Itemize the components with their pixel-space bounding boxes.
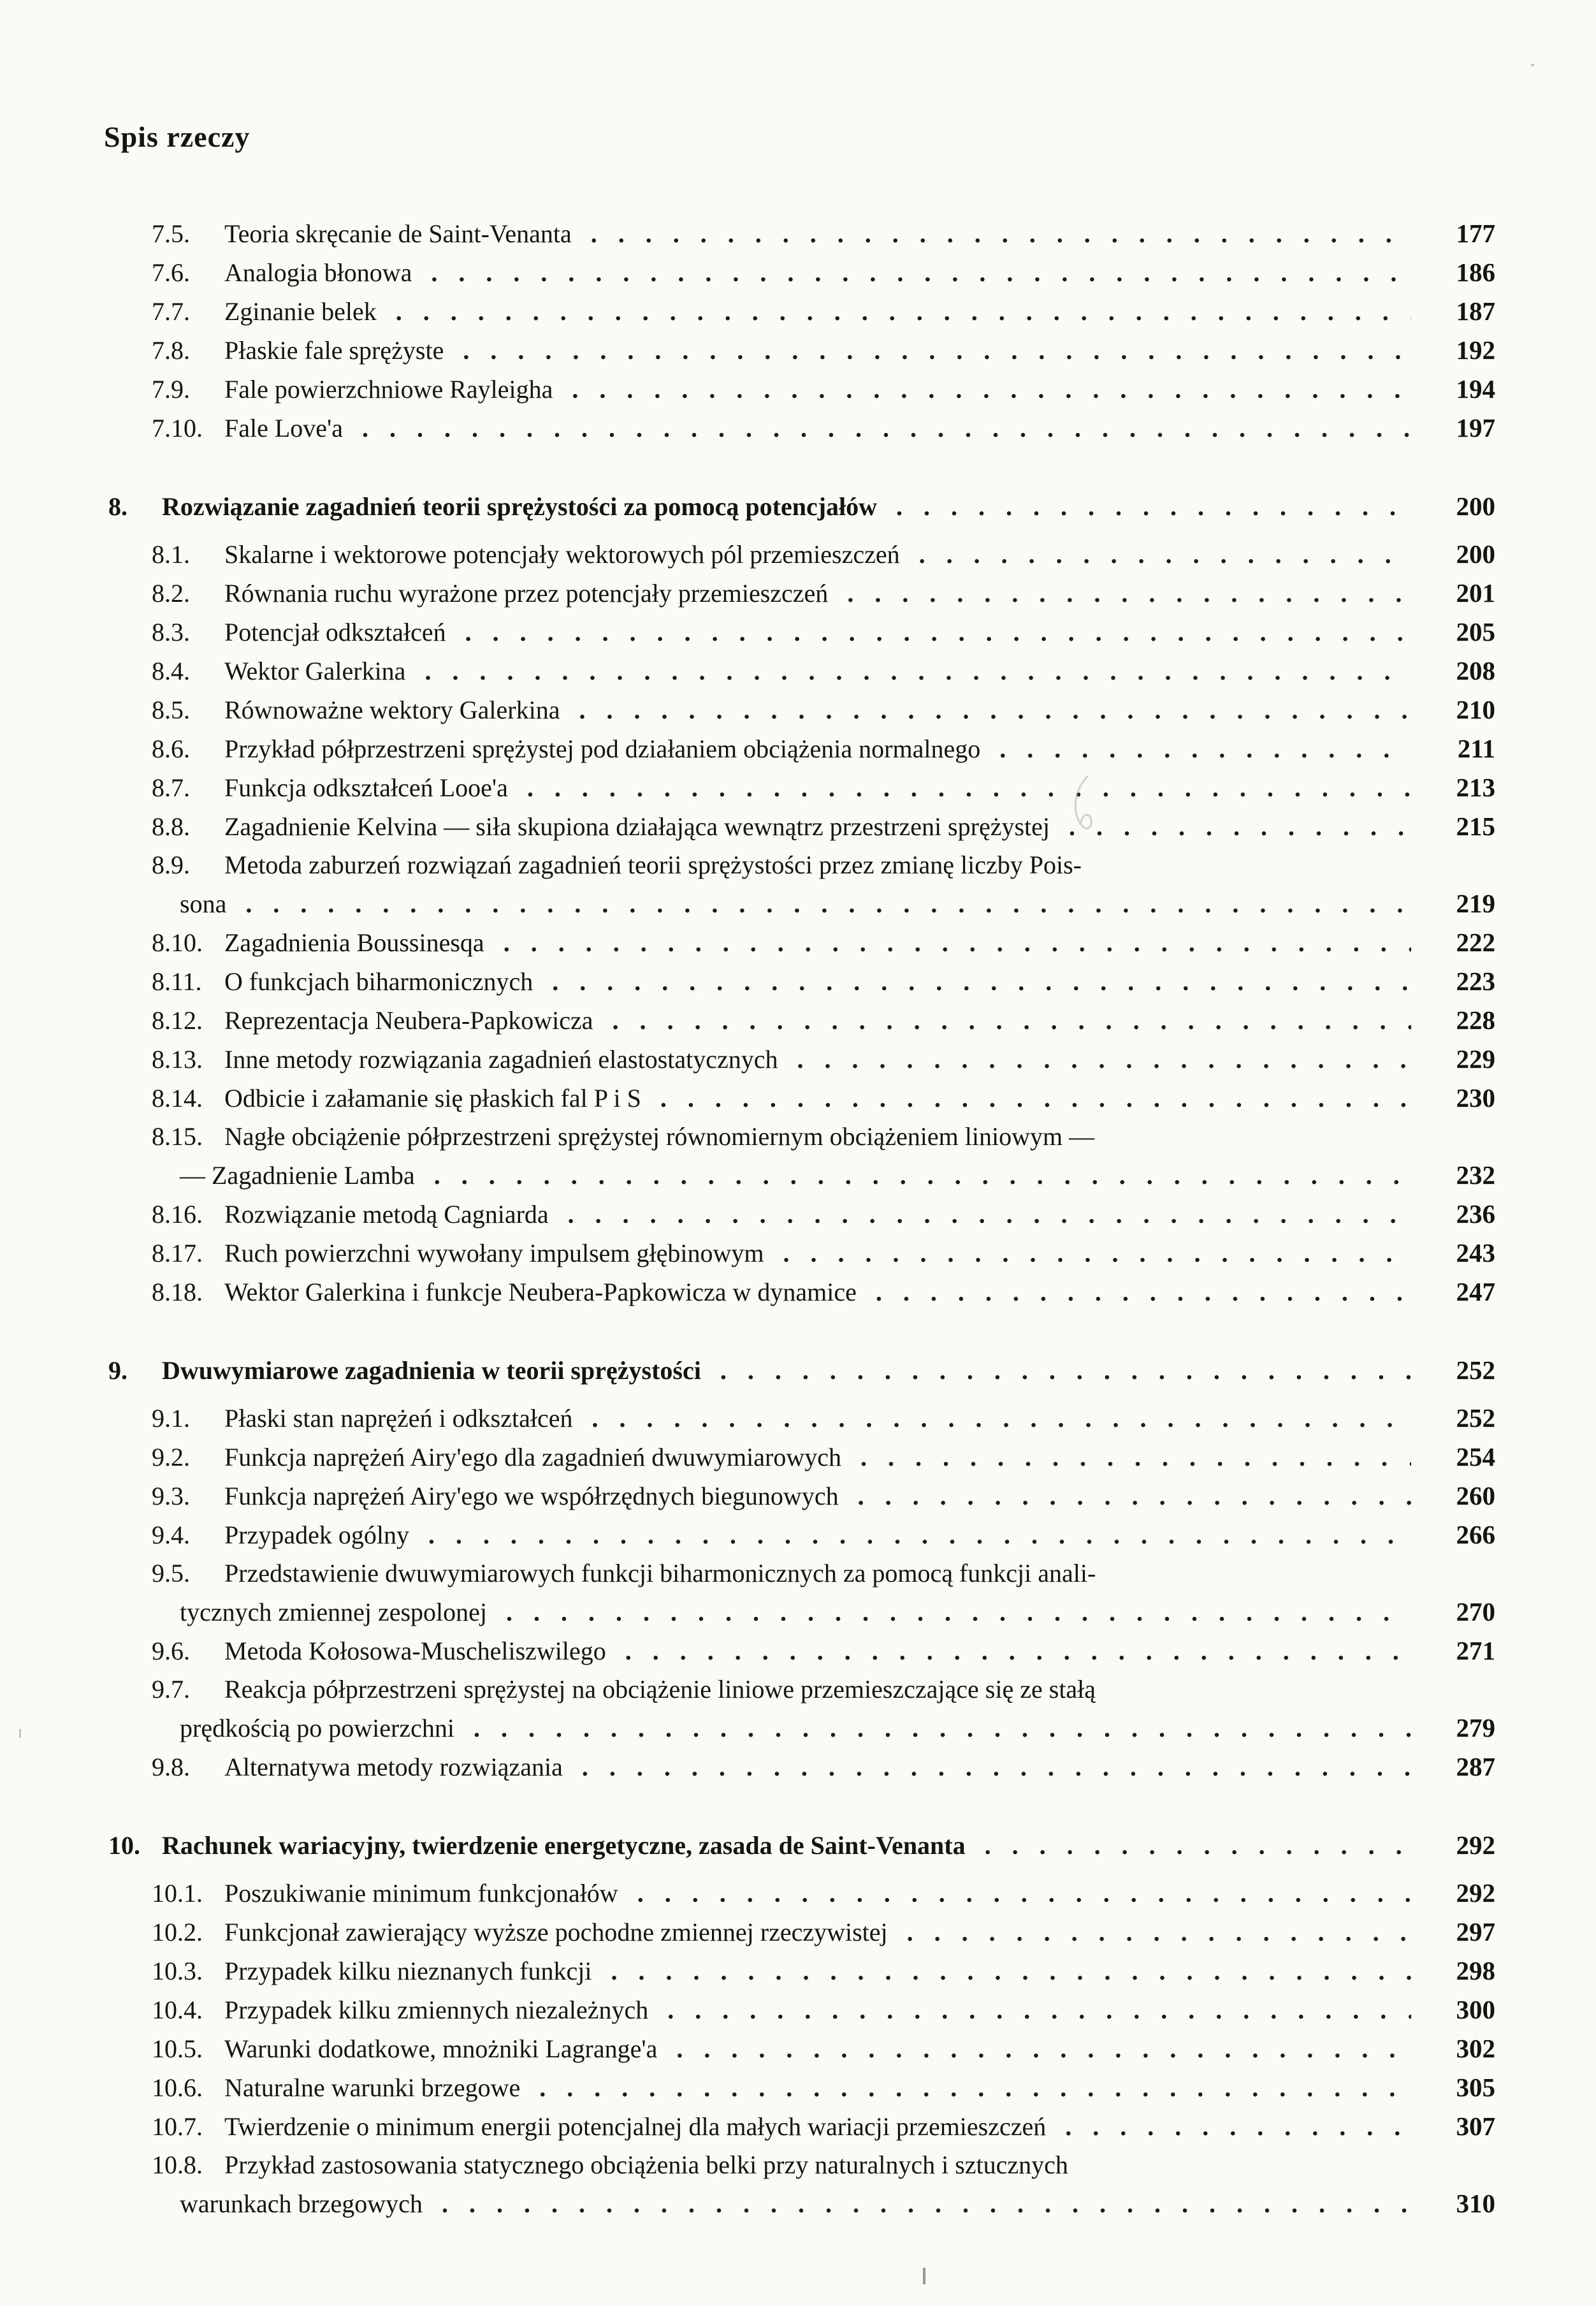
toc-row (0, 1709, 1596, 1748)
toc-row-page: 300 (1456, 1995, 1495, 2024)
toc-row (0, 1234, 1596, 1273)
scan-speck (1531, 64, 1534, 66)
toc-row-text: Naturalne warunki brzegowe (224, 2073, 521, 2102)
toc-row (0, 690, 1596, 729)
toc-row-page: 194 (1456, 374, 1495, 404)
toc-row-text: warunkach brzegowych (180, 2189, 423, 2218)
dotted-leader (783, 1234, 1411, 1273)
toc-row-number: 10. (108, 1831, 140, 1860)
dotted-leader (428, 1516, 1411, 1554)
toc-row (0, 1631, 1596, 1670)
toc-row-number: 9.7. (152, 1675, 190, 1704)
toc-row-number: 8.11. (152, 967, 202, 996)
toc-row-text: Przedstawienie dwuwymiarowych funkcji biharmonicznych za pomocą funkcji anali- (224, 1559, 1096, 1587)
dotted-leader (396, 293, 1411, 331)
toc-row (0, 1040, 1596, 1079)
toc-row-page: 215 (1456, 812, 1495, 841)
toc-row-page: 210 (1456, 695, 1495, 724)
toc-row-number: 8.15. (152, 1122, 203, 1151)
dotted-leader (582, 1748, 1411, 1786)
toc-row (0, 846, 1596, 884)
dotted-leader (465, 613, 1411, 652)
toc-row (0, 1593, 1596, 1631)
toc-row-number: 7.10. (152, 414, 203, 442)
toc-row-page: 310 (1456, 2189, 1495, 2218)
toc-row-number: 8.18. (152, 1278, 203, 1306)
toc-row-number: 8. (108, 492, 127, 521)
toc-row-number: 10.3. (152, 1957, 203, 1985)
dotted-leader (579, 691, 1411, 729)
toc-row-number: 7.7. (152, 297, 190, 326)
toc-row-number: 8.17. (152, 1239, 203, 1267)
toc-row-text: Zagadnienie Kelvina — siła skupiona działająca wewnątrz przestrzeni sprężystej (224, 812, 1050, 841)
toc-row-text: Fale Love'a (224, 414, 344, 442)
toc-row (0, 2107, 1596, 2146)
toc-row (0, 409, 1596, 448)
toc-row-text: Ruch powierzchni wywołany impulsem głębinowym (224, 1239, 764, 1267)
dotted-leader (1069, 808, 1411, 846)
toc-row-page: 192 (1456, 335, 1495, 365)
toc-row (0, 1515, 1596, 1554)
toc-row-number: 10.8. (152, 2150, 203, 2179)
dotted-leader (676, 2030, 1411, 2068)
toc-row-text: Metoda zaburzeń rozwiązań zagadnień teorii sprężystości przez zmianę liczby Pois- (224, 850, 1082, 879)
toc-row-text: Zagadnienia Boussinesqa (224, 928, 484, 957)
dotted-leader (667, 1991, 1411, 2029)
toc-row-text: O funkcjach biharmonicznych (224, 967, 533, 996)
toc-row-text: Płaskie fale sprężyste (224, 336, 444, 365)
toc-row-number: 8.13. (152, 1045, 203, 1074)
toc-row-page: 228 (1456, 1005, 1495, 1035)
toc-row-page: 247 (1456, 1277, 1495, 1306)
dotted-leader (504, 924, 1411, 962)
toc-row-number: 10.7. (152, 2112, 203, 2141)
toc-row-text: Analogia błonowa (224, 258, 412, 287)
dotted-leader (999, 730, 1411, 768)
toc-row-number: 8.8. (152, 812, 190, 841)
toc-row-page: 219 (1456, 889, 1495, 918)
toc-row-text: Przypadek ogólny (224, 1521, 409, 1549)
toc-row (0, 1351, 1596, 1390)
toc-row (0, 1438, 1596, 1477)
toc-row (0, 2068, 1596, 2107)
toc-row-number: 10.2. (152, 1918, 203, 1946)
toc-row (0, 535, 1596, 574)
toc-row-number: 8.2. (152, 579, 190, 608)
scan-speck (923, 2268, 925, 2284)
toc-row-page: 243 (1456, 1238, 1495, 1267)
dotted-leader (860, 1438, 1411, 1477)
toc-row-number: 7.6. (152, 258, 190, 287)
toc-row-text: Równania ruchu wyrażone przez potencjały przemieszczeń (224, 579, 829, 608)
toc-row-text: Odbicie i załamanie się płaskich fal P i S (224, 1084, 641, 1113)
toc-row-number: 8.1. (152, 540, 190, 569)
toc-row (0, 292, 1596, 331)
toc-row-text: Metoda Kołosowa-Muscheliszwilego (224, 1637, 606, 1665)
toc-row-number: 7.8. (152, 336, 190, 365)
toc-row-page: 302 (1456, 2034, 1495, 2063)
dotted-leader (797, 1040, 1412, 1079)
toc-row-text: Poszukiwanie minimum funkcjonałów (224, 1879, 618, 1908)
toc-row-text: Funkcjonał zawierający wyższe pochodne zmiennej rzeczywistej (224, 1918, 888, 1946)
dotted-leader (245, 885, 1411, 923)
dotted-leader (720, 1352, 1411, 1390)
toc-row (0, 1399, 1596, 1438)
pencil-mark (1063, 773, 1101, 843)
toc-row-text: Alternatywa metody rozwiązania (224, 1753, 563, 1781)
toc-row-page: 229 (1456, 1044, 1495, 1074)
toc-row-number: 9.5. (152, 1559, 190, 1587)
toc-row-number: 9. (108, 1356, 127, 1385)
toc-row-text: Reprezentacja Neubera-Papkowicza (224, 1006, 593, 1035)
toc-row (0, 1001, 1596, 1040)
dotted-leader (474, 1709, 1411, 1748)
toc-row-text: Dwuwymiarowe zagadnienia w teorii sprężystości (162, 1356, 701, 1385)
toc-row (0, 884, 1596, 923)
toc-row-number: 8.9. (152, 850, 190, 879)
toc-row (0, 253, 1596, 292)
dotted-leader (613, 1002, 1411, 1040)
dotted-leader (985, 1827, 1411, 1865)
toc-row-page: 287 (1456, 1752, 1495, 1781)
toc-row-text: Rachunek wariacyjny, twierdzenie energetyczne, zasada de Saint-Venanta (162, 1831, 966, 1860)
toc-row (0, 923, 1596, 962)
toc-row-number: 8.3. (152, 618, 190, 646)
toc-row-number: 10.6. (152, 2073, 203, 2102)
toc-row (0, 214, 1596, 253)
toc-row-number: 10.5. (152, 2034, 203, 2063)
toc-row (0, 1118, 1596, 1156)
toc-row-page: 252 (1456, 1403, 1495, 1433)
toc-row-text: Rozwiązanie metodą Cagniarda (224, 1200, 549, 1229)
toc-row (0, 1156, 1596, 1195)
toc-row-page: 197 (1456, 413, 1495, 442)
dotted-leader (431, 254, 1411, 292)
toc-row-number: 9.8. (152, 1753, 190, 1781)
toc-row-page: 201 (1456, 578, 1495, 608)
dotted-leader (506, 1593, 1411, 1631)
toc-row (0, 1079, 1596, 1118)
toc-row-page: 200 (1456, 539, 1495, 569)
toc-list (0, 214, 1596, 2223)
toc-row (0, 1990, 1596, 2029)
toc-row-page: 260 (1456, 1481, 1495, 1510)
toc-row-number: 10.4. (152, 1996, 203, 2024)
dotted-leader (463, 332, 1411, 370)
toc-row (0, 2029, 1596, 2068)
toc-row-number: 9.6. (152, 1637, 190, 1665)
dotted-leader (919, 536, 1411, 574)
toc-row-text: Równoważne wektory Galerkina (224, 696, 560, 724)
toc-row-page: 211 (1457, 734, 1495, 763)
toc-row (0, 1554, 1596, 1593)
toc-row-page: 187 (1456, 296, 1495, 326)
dotted-leader (591, 215, 1411, 253)
toc-row-text: Przypadek kilku zmiennych niezależnych (224, 1996, 649, 2024)
toc-row-text: Funkcja naprężeń Airy'ego we współrzędnych biegunowych (224, 1482, 839, 1510)
toc-row (0, 1748, 1596, 1786)
toc-row-text: Nagłe obciążenie półprzestrzeni sprężystej równomiernym obciążeniem liniowym — (224, 1122, 1095, 1151)
toc-row (0, 1195, 1596, 1234)
dotted-leader (362, 409, 1411, 448)
toc-row-page: 292 (1456, 1830, 1495, 1860)
toc-row (0, 652, 1596, 690)
toc-row (0, 1874, 1596, 1913)
dotted-leader (907, 1913, 1411, 1952)
dotted-leader (442, 2185, 1411, 2223)
toc-row-page: 205 (1456, 617, 1495, 646)
toc-row-number: 10.1. (152, 1879, 203, 1908)
dotted-leader (552, 963, 1411, 1001)
toc-row-number: 8.7. (152, 773, 190, 802)
toc-row (0, 1952, 1596, 1990)
toc-row (0, 807, 1596, 846)
toc-row-text: Fale powierzchniowe Rayleigha (224, 375, 553, 404)
toc-row-page: 200 (1456, 492, 1495, 521)
toc-row-page: 252 (1456, 1355, 1495, 1385)
toc-row (0, 1913, 1596, 1952)
toc-row-page: 230 (1456, 1083, 1495, 1113)
dotted-leader (660, 1079, 1411, 1118)
toc-row-page: 305 (1456, 2073, 1495, 2102)
toc-row-number: 8.12. (152, 1006, 203, 1035)
toc-row-page: 298 (1456, 1956, 1495, 1985)
toc-row (0, 768, 1596, 807)
toc-row-number: 8.5. (152, 696, 190, 724)
toc-row-text: Wektor Galerkina (224, 657, 406, 685)
toc-row-text: sona (180, 889, 227, 918)
dotted-leader (539, 2069, 1411, 2107)
toc-row-number: 8.10. (152, 928, 203, 957)
toc-row-number: 8.6. (152, 734, 190, 763)
toc-row (0, 2184, 1596, 2223)
toc-row-text: Teoria skręcanie de Saint-Venanta (224, 219, 572, 248)
toc-row-text: prędkością po powierzchni (180, 1714, 454, 1742)
toc-row-number: 7.5. (152, 219, 190, 248)
dotted-leader (637, 1874, 1411, 1913)
toc-row (0, 331, 1596, 370)
toc-row-page: 271 (1456, 1636, 1495, 1665)
toc-row-page: 213 (1456, 773, 1495, 802)
toc-row-text: Potencjał odkształceń (224, 618, 446, 646)
dotted-leader (611, 1952, 1411, 1990)
dotted-leader (625, 1632, 1411, 1670)
toc-row-text: Funkcja naprężeń Airy'ego dla zagadnień dwuwymiarowych (224, 1443, 841, 1471)
dotted-leader (568, 1195, 1411, 1234)
dotted-leader (847, 574, 1411, 613)
toc-row (0, 962, 1596, 1001)
toc-row-number: 9.1. (152, 1404, 190, 1433)
toc-row-text: Skalarne i wektorowe potencjały wektorowych pól przemieszczeń (224, 540, 900, 569)
toc-row-page: 177 (1456, 219, 1495, 248)
toc-row (0, 1826, 1596, 1865)
toc-row-page: 266 (1456, 1520, 1495, 1549)
toc-row-text: — Zagadnienie Lamba (180, 1161, 415, 1190)
toc-row (0, 1273, 1596, 1311)
toc-row-page: 270 (1456, 1597, 1495, 1626)
toc-row-number: 9.2. (152, 1443, 190, 1471)
toc-row-text: Inne metody rozwiązania zagadnień elastostatycznych (224, 1045, 778, 1074)
toc-row-text: Warunki dodatkowe, mnożniki Lagrange'a (224, 2034, 658, 2063)
toc-row-page: 208 (1456, 656, 1495, 685)
toc-row-text: Reakcja półprzestrzeni sprężystej na obciążenie liniowe przemieszczające się ze stałą (224, 1675, 1096, 1704)
toc-row (0, 729, 1596, 768)
toc-row (0, 574, 1596, 613)
toc-row (0, 2146, 1596, 2184)
dotted-leader (424, 652, 1411, 690)
toc-row-page: 292 (1456, 1878, 1495, 1908)
toc-row (0, 370, 1596, 409)
toc-row-text: tycznych zmiennej zespolonej (180, 1598, 488, 1626)
toc-row-page: 236 (1456, 1199, 1495, 1229)
toc-row-text: Wektor Galerkina i funkcje Neubera-Papkowicza w dynamice (224, 1278, 857, 1306)
toc-row-text: Zginanie belek (224, 297, 377, 326)
toc-row-text: Funkcja odkształceń Looe'a (224, 773, 508, 802)
page-title: Spis rzeczy (104, 120, 250, 153)
dotted-leader (896, 488, 1411, 526)
toc-row (0, 613, 1596, 652)
toc-row-text: Rozwiązanie zagadnień teorii sprężystości za pomocą potencjałów (162, 492, 878, 521)
toc-row-text: Przykład półprzestrzeni sprężystej pod działaniem obciążenia normalnego (224, 734, 981, 763)
dotted-leader (858, 1477, 1411, 1515)
dotted-leader (434, 1157, 1411, 1195)
toc-row-text: Przypadek kilku nieznanych funkcji (224, 1957, 592, 1985)
toc-row (0, 1670, 1596, 1709)
toc-row-text: Płaski stan naprężeń i odkształceń (224, 1404, 573, 1433)
toc-row-page: 223 (1456, 967, 1495, 996)
toc-row-page: 279 (1456, 1713, 1495, 1742)
toc-row-number: 8.4. (152, 657, 190, 685)
toc-row-text: Twierdzenie o minimum energii potencjalnej dla małych wariacji przemieszczeń (224, 2112, 1047, 2141)
toc-row-page: 297 (1456, 1917, 1495, 1946)
toc-row-page: 186 (1456, 258, 1495, 287)
scan-speck (19, 1729, 21, 1738)
toc-row-number: 7.9. (152, 375, 190, 404)
toc-row-number: 8.14. (152, 1084, 203, 1113)
toc-row-page: 307 (1456, 2112, 1495, 2141)
dotted-leader (591, 1399, 1411, 1438)
toc-row-page: 254 (1456, 1442, 1495, 1471)
dotted-leader (572, 370, 1411, 409)
toc-row-number: 8.16. (152, 1200, 203, 1229)
dotted-leader (527, 769, 1411, 807)
toc-row-number: 9.3. (152, 1482, 190, 1510)
dotted-leader (876, 1273, 1411, 1311)
dotted-leader (1065, 2108, 1411, 2146)
toc-row-number: 9.4. (152, 1521, 190, 1549)
toc-row-page: 232 (1456, 1160, 1495, 1190)
toc-row-page: 222 (1456, 928, 1495, 957)
toc-row (0, 1477, 1596, 1515)
toc-row-text: Przykład zastosowania statycznego obciążenia belki przy naturalnych i sztucznych (224, 2150, 1068, 2179)
toc-row (0, 487, 1596, 526)
